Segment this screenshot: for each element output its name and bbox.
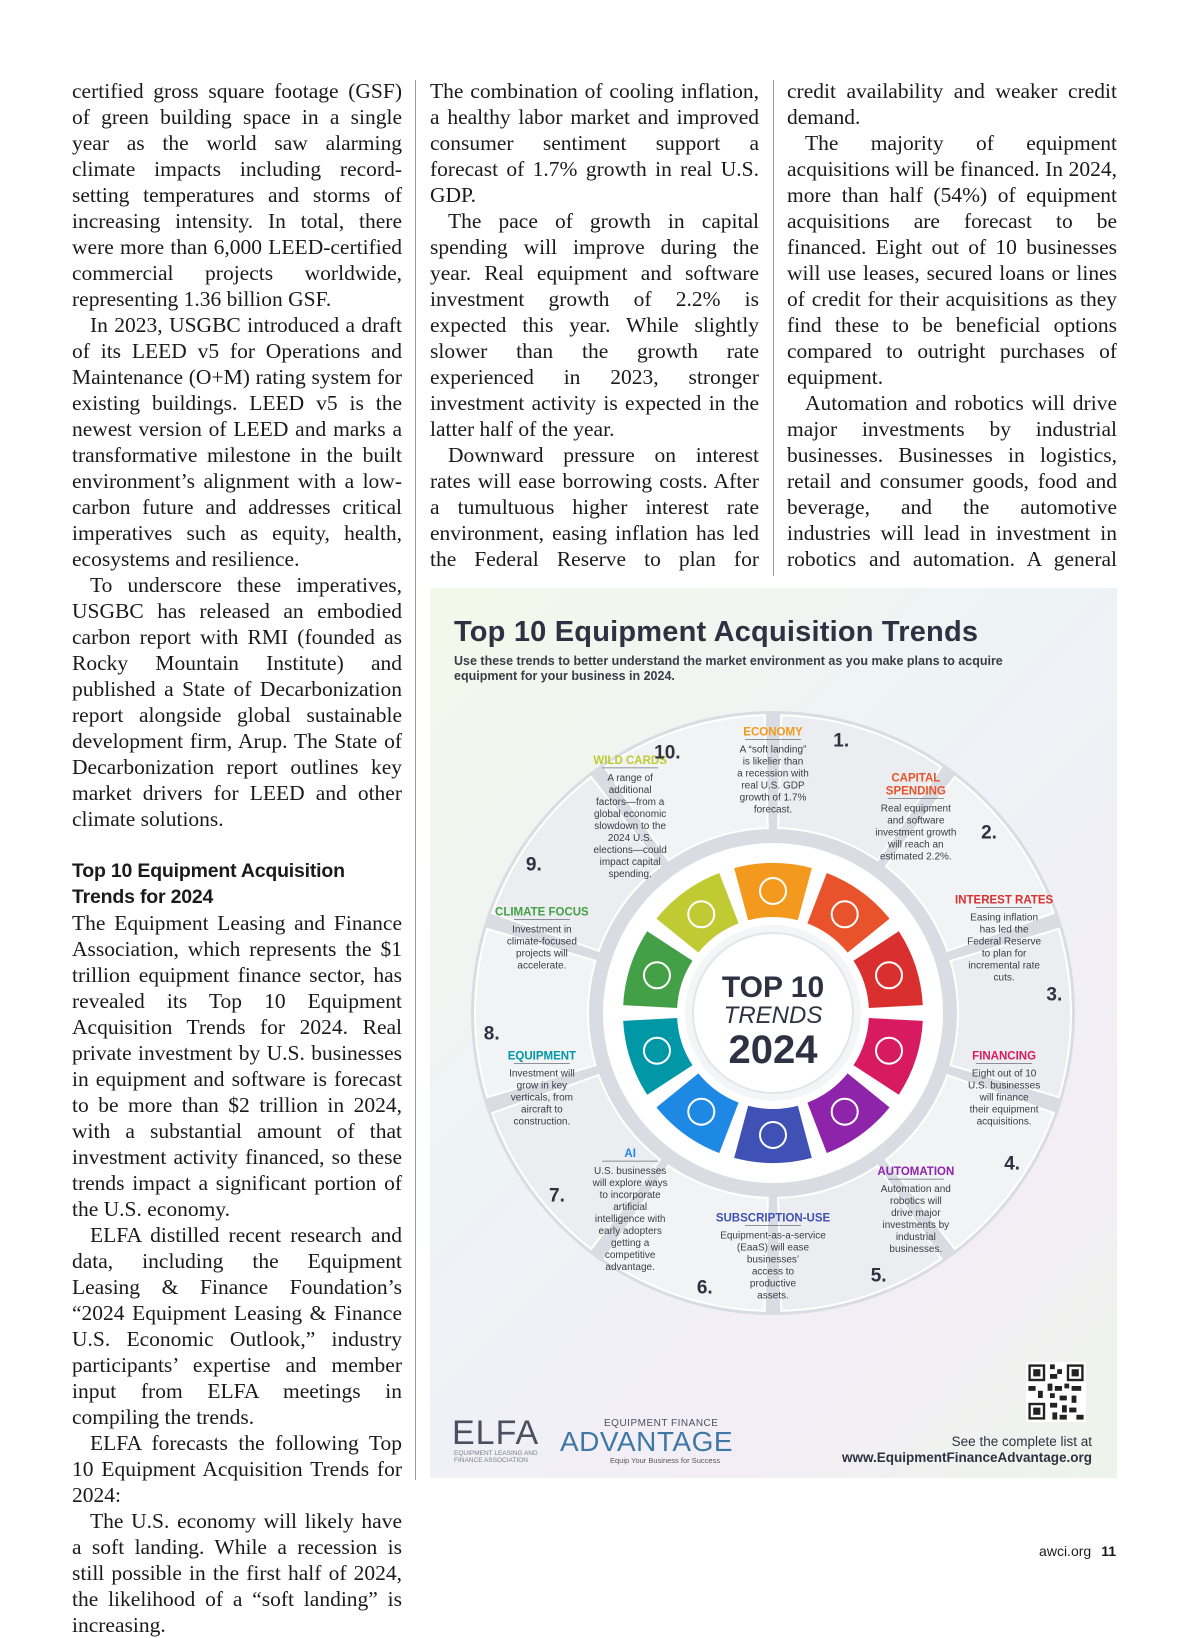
trend-text: growth of 1.7% [739, 792, 807, 804]
paragraph: ELFA distilled recent research and data, including the Equipment Leasing & Finance Foundation’s “2024 Equipment Leasing & Finance U.S. Economic Outlook,” industry participants’ expertise and member input from ELFA meetings in compiling the trends. [72, 1223, 402, 1429]
trend-text: real U.S. GDP [741, 780, 805, 792]
trend-text: spending. [608, 868, 652, 880]
paragraph: The U.S. economy will likely have a soft landing. While a recession is still possible in the first half of 2024, the likelihood of a “soft landing” is increasing. [72, 1509, 402, 1637]
center-title-line2: TRENDS [723, 1002, 823, 1029]
trend-text: Automation and [880, 1184, 951, 1196]
trend-number: 4. [1004, 1153, 1021, 1175]
trend-text: getting a [610, 1238, 650, 1250]
trend-text: their equipment [969, 1104, 1039, 1116]
trend-text: artificial [613, 1202, 648, 1214]
trend-text: to incorporate [599, 1190, 661, 1202]
trend-name: AUTOMATION [877, 1166, 955, 1179]
trends-wheel [430, 588, 1117, 1478]
trend-text: acquisitions. [976, 1116, 1032, 1128]
trend-text: Federal Reserve [967, 936, 1042, 948]
page-footer [1039, 1543, 1116, 1559]
section-heading: Top 10 Equipment Acquisition Trends for 2024 [72, 860, 345, 908]
trend-name: SPENDING [885, 785, 946, 798]
paragraph: credit availability and weaker credit demand. [787, 79, 1117, 129]
trend-text: U.S. businesses [967, 1080, 1041, 1092]
trend-text: intelligence with [594, 1214, 666, 1226]
text-column-2 [430, 78, 759, 574]
trend-text: projects will [516, 948, 568, 960]
trend-text: will finance [979, 1092, 1029, 1104]
trend-text: Eight out of 10 [971, 1068, 1037, 1080]
paragraph: Downward pressure on interest rates will ease borrowing costs. After a tumultuous higher interest rate environment, easing inflation has led the Federal Reserve to plan for [430, 443, 759, 571]
trend-text: U.S. businesses [594, 1166, 667, 1178]
column-divider [773, 80, 774, 576]
trend-name: FINANCING [972, 1050, 1037, 1063]
text-column-3 [787, 78, 1117, 574]
paragraph: The pace of growth in capital spending will improve during the year. Real equipment and software investment growth of 2.2% is expected this year. While slightly slower than the growth rate experienced in 2023, stronger investment activity is expected in the latter half of the year. [430, 209, 759, 441]
trend-text: early adopters [598, 1226, 662, 1238]
trend-text: access to [751, 1266, 795, 1278]
trend-text: will explore ways [592, 1178, 668, 1190]
trend-number: 1. [833, 730, 850, 752]
trend-text: incremental rate [968, 960, 1040, 972]
paragraph: To underscore these imperatives, USGBC has released an embodied carbon report with RMI (founded as Rocky Mountain Institute) and published a State of Decarbonization report alongside global sustainable development firm, Arup. The State of Decarbonization report outlines key market drivers for LEED and other climate solutions. [72, 573, 402, 831]
trend-number: 10. [654, 742, 681, 764]
website-url[interactable]: www.EquipmentFinanceAdvantage.org [841, 1450, 1092, 1465]
efa-logo: ADVANTAGE [560, 1426, 734, 1457]
trend-text: will reach an [888, 839, 944, 851]
trend-text: Investment will [509, 1068, 575, 1080]
trend-text: aircraft to [521, 1104, 563, 1116]
qr-code-icon [1026, 1362, 1086, 1422]
paragraph: In 2023, USGBC introduced a draft of its LEED v5 for Operations and Maintenance (O+M) rating system for existing buildings. LEED v5 is the newest version of LEED and marks a transformative milestone in the built environment’s alignment with a low-carbon future and addresses critical imperatives such as equity, health, ecosystems and resilience. [72, 313, 402, 571]
trend-name: INTEREST RATES [955, 894, 1054, 907]
trend-text: a recession with [737, 768, 809, 780]
trend-text: construction. [513, 1116, 571, 1128]
trend-text: businesses’ [746, 1254, 800, 1266]
trends-infographic [430, 588, 1117, 1478]
trend-text: accelerate. [517, 960, 567, 972]
trend-text: A range of [607, 772, 653, 784]
trend-text: A “soft landing” [739, 744, 807, 756]
trend-text: verticals, from [510, 1092, 574, 1104]
paragraph: The combination of cooling inflation, a healthy labor market and improved consumer sentiment support a forecast of 1.7% growth in real U.S. GDP. [430, 79, 759, 207]
elfa-logo-subtitle: EQUIPMENT LEASING AND FINANCE ASSOCIATION [454, 1450, 538, 1464]
text-column-1 [72, 78, 402, 1638]
center-title-line3: 2024 [728, 1028, 818, 1072]
trend-number: 2. [981, 822, 997, 844]
trend-number: 3. [1046, 984, 1063, 1006]
trend-text: estimated 2.2%. [879, 851, 952, 863]
trend-number: 7. [549, 1185, 565, 1207]
trend-name: CAPITAL [891, 772, 941, 785]
trend-number: 6. [696, 1277, 713, 1299]
page-number: 11 [1101, 1543, 1116, 1559]
trend-text: has led the [979, 924, 1029, 936]
elfa-logo: ELFA [452, 1414, 540, 1452]
paragraph: Automation and robotics will drive major investments by industrial businesses. Businesses in logistics, retail and consumer goods, food and beverage, and the automotive industries will lead in investment in robotics and automation. A general [787, 391, 1117, 571]
trend-text: industrial [895, 1232, 936, 1244]
trend-text: and software [887, 815, 945, 827]
trend-text: Investment in [512, 924, 572, 936]
trend-text: is likelier than [742, 756, 804, 768]
trend-name: EQUIPMENT [507, 1050, 577, 1063]
trend-text: to plan for [981, 948, 1027, 960]
trend-text: robotics will [889, 1196, 942, 1208]
trend-text: global economic [594, 808, 667, 820]
trend-text: assets. [757, 1290, 789, 1302]
trend-text: factors—from a [595, 796, 665, 808]
trend-text: grow in key [516, 1080, 568, 1092]
center-title-line1: TOP 10 [721, 971, 825, 1004]
trend-text: Equipment-as-a-service [720, 1230, 826, 1242]
trend-text: forecast. [753, 804, 793, 816]
trend-text: impact capital [599, 856, 661, 868]
trend-text: 2024 U.S. [607, 832, 653, 844]
trend-text: drive major [891, 1208, 941, 1220]
trend-text: additional [608, 784, 652, 796]
trend-text: slowdown to the [594, 820, 667, 832]
paragraph: certified gross square footage (GSF) of green building space in a single year as the world saw alarming climate impacts including record-setting temperatures and storms of increasing intensity. In total, there were more than 6,000 LEED-certified commercial projects worldwide, representing 1.36 billion GSF. [72, 79, 402, 311]
trend-text: elections—could [593, 844, 667, 856]
trend-name: WILD CARDS [593, 754, 667, 767]
site-name: awci.org [1039, 1543, 1092, 1559]
efa-tagline: Equip Your Business for Success [610, 1456, 721, 1465]
trend-name: CLIMATE FOCUS [495, 906, 589, 919]
paragraph: The Equipment Leasing and Finance Association, which represents the $1 trillion equipment finance sector, has revealed its Top 10 Equipment Acquisition Trends for 2024. Real private investment by U.S. businesses in equipment and software is forecast to be more than $2 trillion in 2024, with a substantial amount of that investment activity financed, so these trends impact a significant portion of the U.S. economy. [72, 911, 402, 1221]
trend-text: climate-focused [506, 936, 577, 948]
column-divider [415, 80, 416, 1480]
trend-text: productive [749, 1278, 797, 1290]
trend-text: advantage. [605, 1262, 655, 1274]
trend-number: 5. [870, 1265, 887, 1287]
paragraph: The majority of equipment acquisitions will be financed. In 2024, more than half (54%) of equipment acquisitions are forecast to be financed. Eight out of 10 businesses will use leases, secured loans or lines of credit for their acquisitions as they find these to be beneficial options compared to outright purchases of equipment. [787, 131, 1117, 389]
trend-name: ECONOMY [743, 726, 803, 739]
trend-text: competitive [604, 1250, 656, 1262]
trend-name: SUBSCRIPTION-USE [715, 1212, 831, 1225]
trend-text: (EaaS) will ease [736, 1242, 810, 1254]
paragraph: ELFA forecasts the following Top 10 Equipment Acquisition Trends for 2024: [72, 1431, 402, 1507]
trend-text: businesses. [889, 1244, 943, 1256]
trend-name: AI [624, 1148, 636, 1161]
trend-number: 9. [525, 854, 542, 876]
trend-text: cuts. [993, 972, 1015, 984]
trend-text: Easing inflation [970, 912, 1039, 924]
infographic-subtitle: Use these trends to better understand the market environment as you make plans to acquire equipment for your business in 2024. [454, 654, 1003, 683]
trend-number: 8. [483, 1023, 500, 1045]
trend-text: investments by [882, 1220, 950, 1232]
infographic-title: Top 10 Equipment Acquisition Trends [454, 616, 979, 648]
efa-logo-top: EQUIPMENT FINANCE [604, 1418, 719, 1429]
see-complete-list-text: See the complete list at [951, 1434, 1092, 1449]
trend-text: investment growth [875, 827, 957, 839]
trend-text: Real equipment [880, 803, 951, 815]
